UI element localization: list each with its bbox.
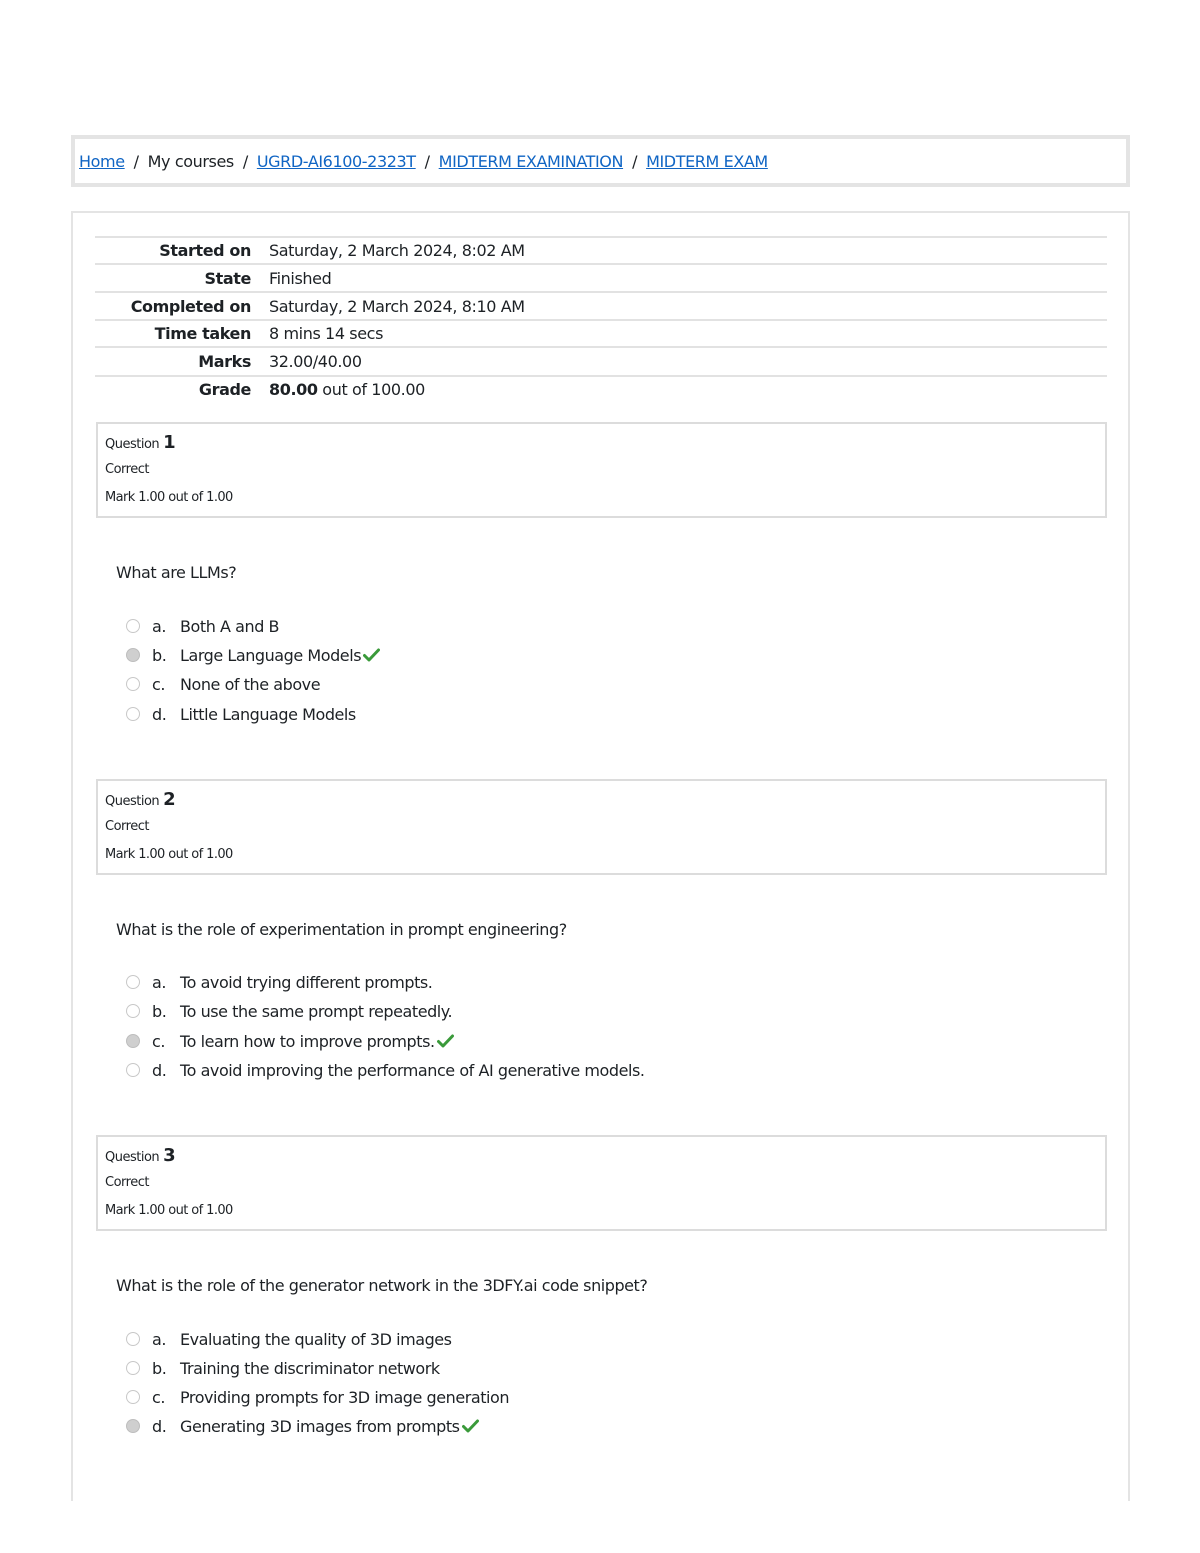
answer-option[interactable] [126,1413,479,1439]
breadcrumb-home-link[interactable]: Home [79,151,125,171]
answer-letter: d. [152,704,167,724]
grade-value: 80.00 [269,380,318,399]
answer-text: None of the above [180,674,321,694]
radio-button-selected[interactable] [126,1034,140,1048]
answer-text: To use the same prompt repeatedly. [180,1001,453,1021]
summary-label: Time taken [154,324,251,343]
attempt-summary-table [95,236,1107,402]
breadcrumb-separator: / [133,151,139,171]
question-title [105,789,175,810]
answer-option[interactable] [126,1355,440,1381]
answer-letter: a. [152,972,166,992]
answer-letter: c. [152,1031,165,1051]
summary-label: State [204,268,251,288]
answer-text: To avoid trying different prompts. [180,972,433,992]
answer-letter: a. [152,1329,166,1349]
answer-text: Providing prompts for 3D image generation [180,1387,510,1407]
quiz-review-panel [71,211,1130,1501]
answer-letter: a. [152,616,166,636]
summary-row-state [95,263,1107,291]
question-text: What are LLMs? [116,563,237,582]
answer-option[interactable] [126,1384,509,1410]
answer-letter: c. [152,674,165,694]
radio-button[interactable] [126,1361,140,1375]
summary-value: 32.00/40.00 [269,352,362,371]
question-state: Correct [105,462,149,477]
answer-letter: d. [152,1060,167,1080]
answer-text: To learn how to improve prompts. [180,1031,435,1051]
question-title [105,1145,175,1166]
question-mark: Mark 1.00 out of 1.00 [105,1203,233,1218]
answer-letter: b. [152,1358,167,1378]
question-state: Correct [105,819,149,834]
summary-row-completed [95,291,1107,319]
radio-button[interactable] [126,1332,140,1346]
answer-option[interactable] [126,969,432,995]
breadcrumb-section-link[interactable]: MIDTERM EXAMINATION [438,151,624,171]
answer-option[interactable] [126,671,320,697]
answer-option[interactable] [126,642,380,668]
question-label: Question [105,1150,160,1165]
summary-row-started [95,236,1107,263]
answer-letter: b. [152,645,167,665]
answer-option[interactable] [126,1326,452,1352]
radio-button[interactable] [126,1004,140,1018]
summary-value: Finished [269,268,332,288]
answer-text: Little Language Models [180,704,356,724]
radio-button[interactable] [126,1390,140,1404]
radio-button-selected[interactable] [126,1419,140,1433]
answer-option[interactable] [126,613,279,639]
question-mark: Mark 1.00 out of 1.00 [105,490,233,505]
summary-label: Marks [198,352,251,371]
breadcrumb-my-courses: My courses [147,151,234,171]
breadcrumb [71,135,1130,187]
summary-value: Saturday, 2 March 2024, 8:02 AM [269,241,525,260]
radio-button[interactable] [126,619,140,633]
radio-button[interactable] [126,677,140,691]
question-title [105,432,175,453]
check-icon [437,1034,454,1048]
summary-value [255,380,425,399]
check-icon [363,648,380,662]
answer-letter: c. [152,1387,165,1407]
question-state: Correct [105,1175,149,1190]
question-number: 2 [163,789,176,810]
summary-row-grade [95,375,1107,402]
summary-label: Started on [159,241,251,260]
breadcrumb-course-link[interactable]: UGRD-AI6100-2323T [256,151,416,171]
question-label: Question [105,794,160,809]
answer-option[interactable] [126,1028,454,1054]
summary-row-time-taken [95,319,1107,346]
answer-option[interactable] [126,1057,645,1083]
summary-value: Saturday, 2 March 2024, 8:10 AM [269,296,525,316]
answer-letter: d. [152,1416,167,1436]
radio-button-selected[interactable] [126,648,140,662]
breadcrumb-separator: / [242,151,248,171]
answer-text: Large Language Models [180,645,362,665]
answer-text: Both A and B [180,616,280,636]
question-text: What is the role of the generator network in the 3DFY.ai code snippet? [116,1276,648,1295]
question-label: Question [105,437,160,452]
summary-label: Grade [198,380,251,399]
answer-letter: b. [152,1001,167,1021]
question-text: What is the role of experimentation in prompt engineering? [116,920,567,939]
summary-row-marks [95,346,1107,375]
answer-text: Training the discriminator network [180,1358,440,1378]
radio-button[interactable] [126,1063,140,1077]
answer-option[interactable] [126,998,452,1024]
answer-text: Generating 3D images from prompts [180,1416,460,1436]
question-info-3 [96,1135,1107,1231]
question-mark: Mark 1.00 out of 1.00 [105,847,233,862]
question-info-2 [96,779,1107,875]
summary-value: 8 mins 14 secs [269,324,384,343]
question-number: 1 [163,432,176,453]
radio-button[interactable] [126,707,140,721]
answer-option[interactable] [126,701,356,727]
answer-text: To avoid improving the performance of AI generative models. [180,1060,645,1080]
answer-text: Evaluating the quality of 3D images [180,1329,452,1349]
summary-label: Completed on [130,296,251,316]
check-icon [462,1419,479,1433]
breadcrumb-separator: / [632,151,638,171]
radio-button[interactable] [126,975,140,989]
grade-out-of: out of 100.00 [317,380,425,399]
question-info-1 [96,422,1107,518]
breadcrumb-quiz-link[interactable]: MIDTERM EXAM [646,151,768,171]
question-number: 3 [163,1145,176,1166]
breadcrumb-separator: / [424,151,430,171]
